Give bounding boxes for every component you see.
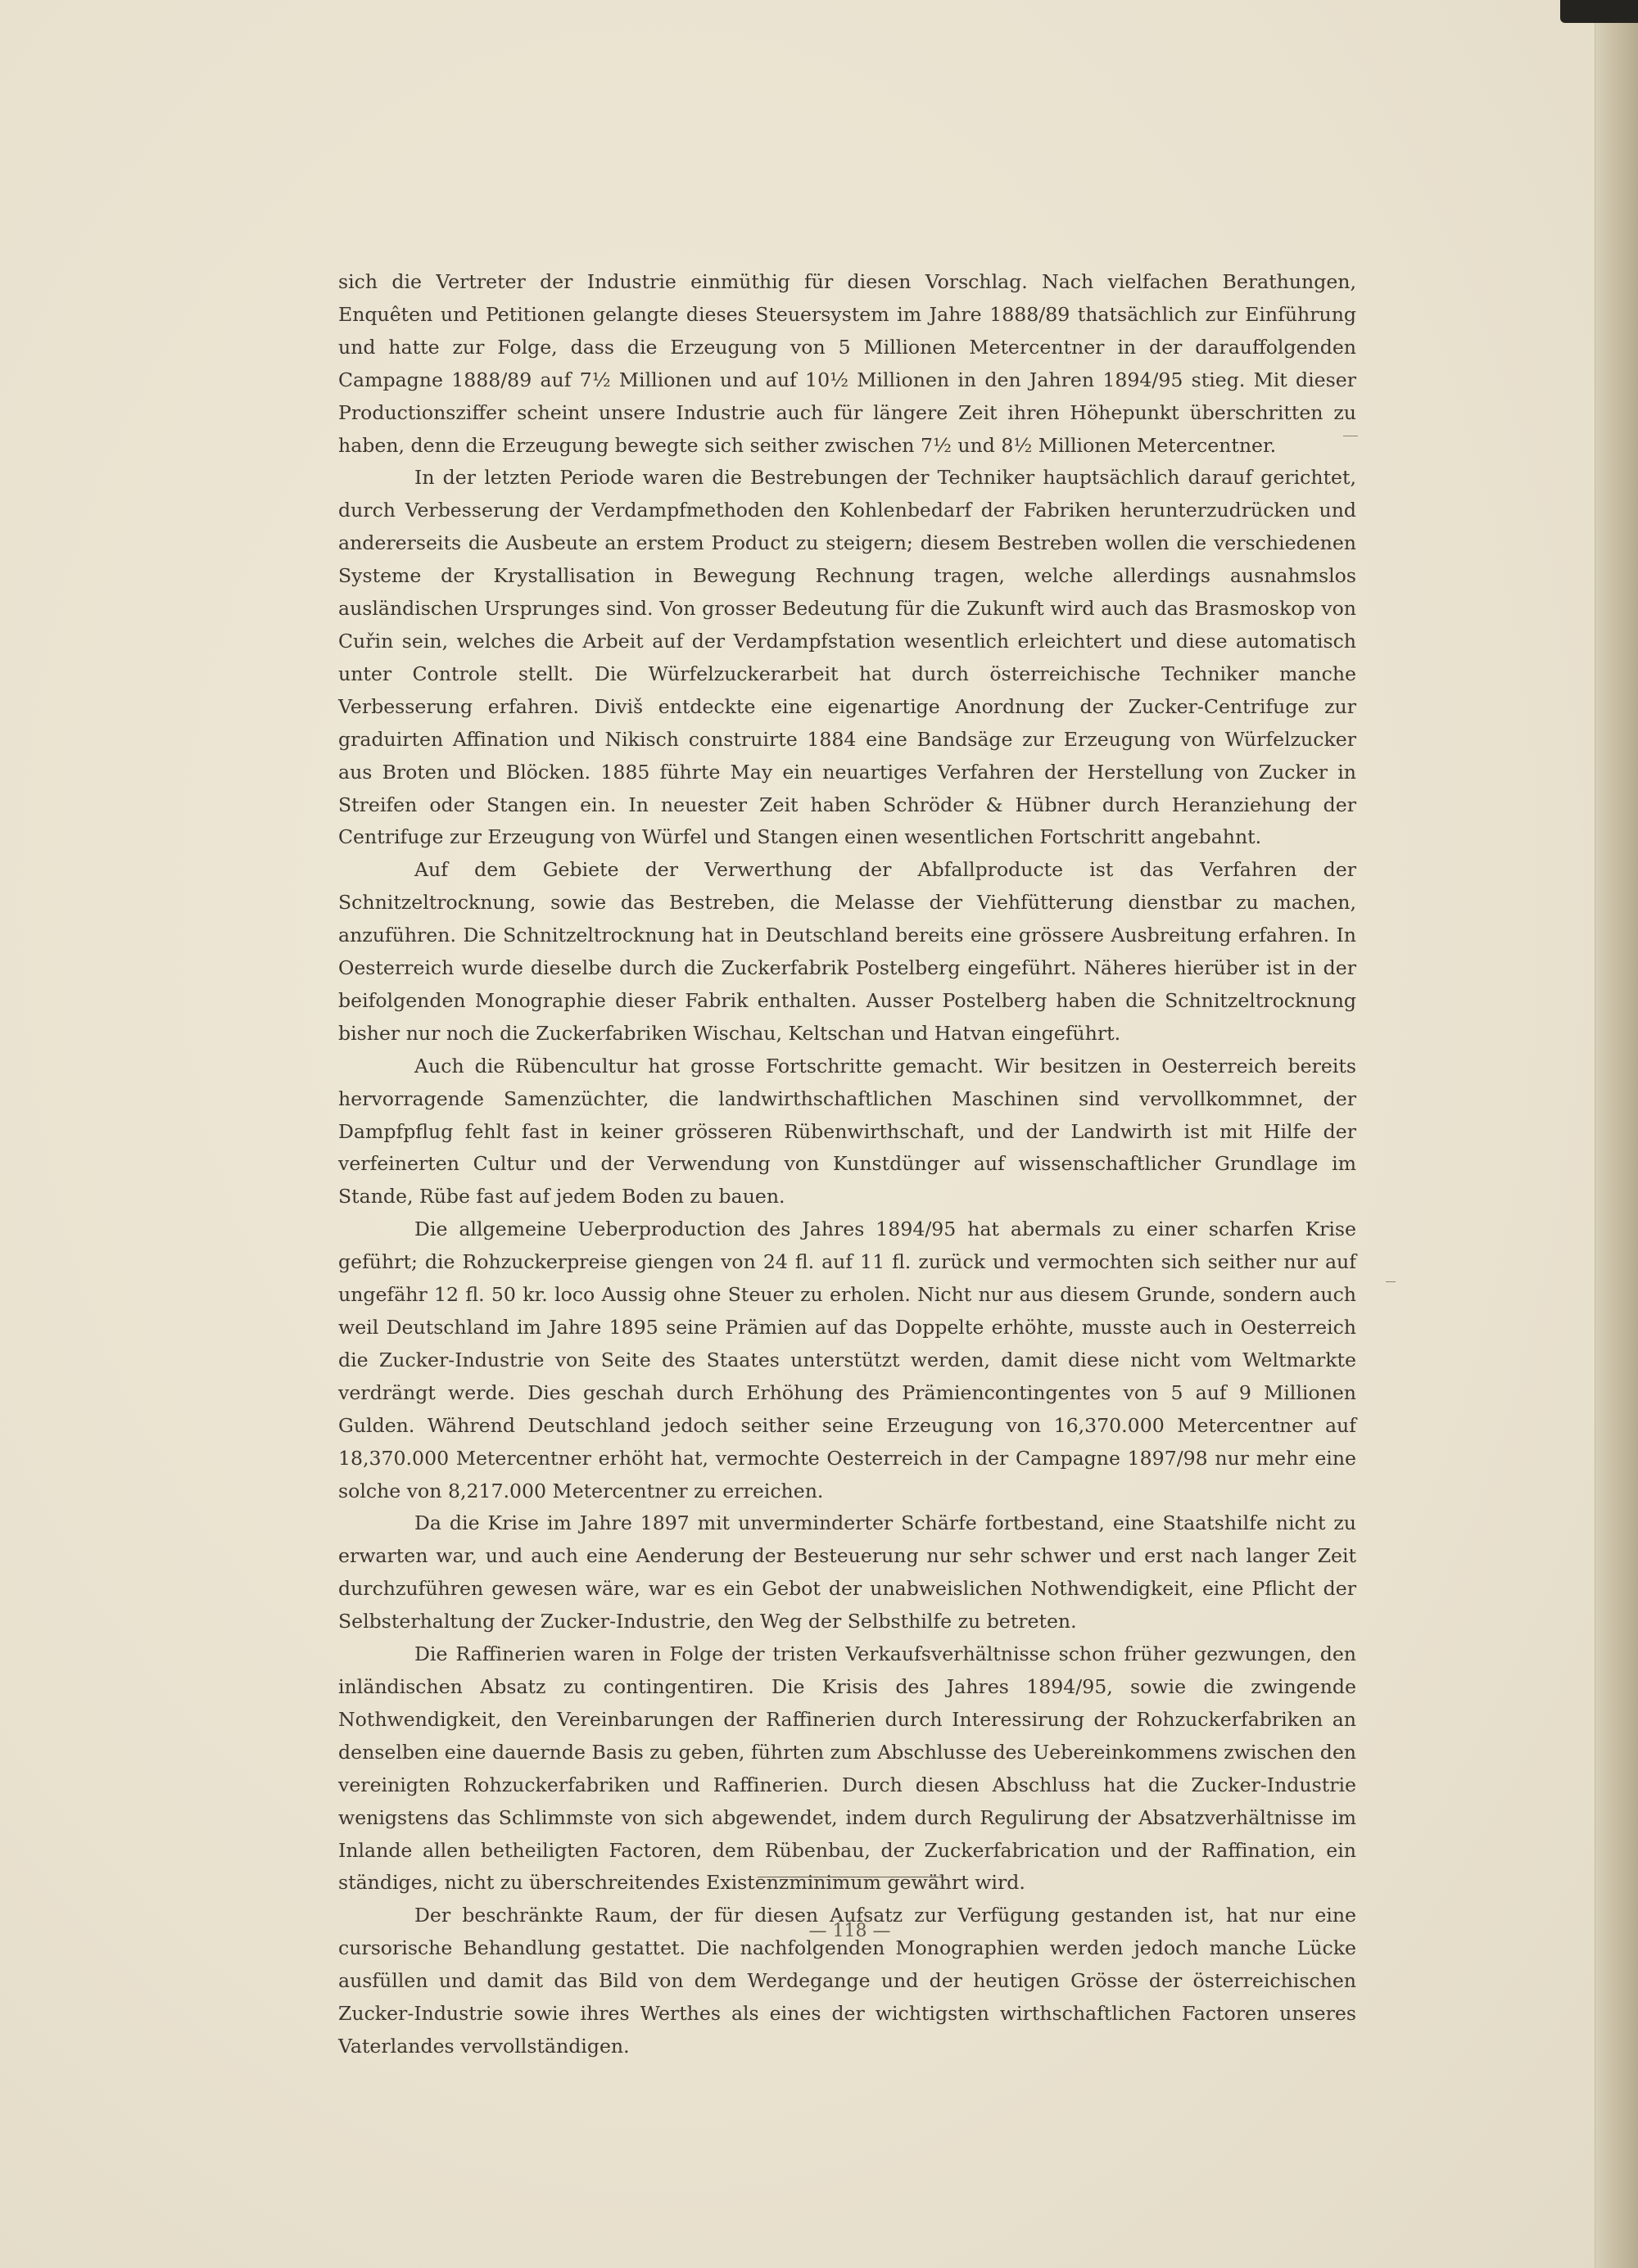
body-text	[338, 266, 1356, 2063]
page-number: — 118 —	[808, 1921, 891, 1941]
paragraph-1: sich die Vertreter der Industrie einmüthig für diesen Vorschlag. Nach vielfachen Berathungen, Enquêten und Petitionen gelangte dieses Steuersystem im Jahre 1888/89 thatsächlich zur Einführung und hatte zur Folge, dass die Erzeugung von 5 Millionen Metercentner in der darauffolgenden Campagne 1888/89 auf 7½ Millionen und auf 10½ Millionen in den Jahren 1894/95 stieg. Mit dieser Productionsziffer scheint unsere Industrie auch für längere Zeit ihren Höhepunkt überschritten zu haben, denn die Erzeugung bewegte sich seither zwischen 7½ und 8½ Millionen Metercentner.	[338, 270, 1356, 457]
margin-mark	[1386, 1281, 1396, 1282]
paragraph-4: Auch die Rübencultur hat grosse Fortschritte gemacht. Wir besitzen in Oesterreich bereits hervorragende Samenzüchter, die landwirthschaftlichen Maschinen sind vervollkommnet, der Dampfpflug fehlt fast in keiner grösseren Rübenwirthschaft, und der Landwirth ist mit Hilfe der verfeinerten Cultur und der Verwendung von Kunstdünger auf wissenschaftlicher Grundlage im Stande, Rübe fast auf jedem Boden zu bauen.	[338, 1054, 1356, 1209]
page-edge-shadow	[1595, 0, 1638, 2268]
paragraph-8: Der beschränkte Raum, der für diesen Aufsatz zur Verfügung gestanden ist, hat nur eine cursorische Behandlung gestattet. Die nachfolgenden Monographien werden jedoch manche Lücke ausfüllen und damit das Bild von dem Werdegange und der heutigen Grösse der österreichischen Zucker-Industrie sowie ihres Werthes als eines der wichtigsten wirthschaftlichen Factoren unseres Vaterlandes vervollständigen.	[338, 1904, 1356, 2058]
paragraph-5: Die allgemeine Ueberproduction des Jahres 1894/95 hat abermals zu einer scharfen Krise geführt; die Rohzuckerpreise giengen von 24 fl. auf 11 fl. zurück und vermochten sich seither nur auf ungefähr 12 fl. 50 kr. loco Aussig ohne Steuer zu erholen. Nicht nur aus diesem Grunde, sondern auch weil Deutschland im Jahre 1895 seine Prämien auf das Doppelte erhöhte, musste auch in Oesterreich die Zucker-Industrie von Seite des Staates unterstützt werden, damit diese nicht vom Weltmarkte verdrängt werde. Dies geschah durch Erhöhung des Prämiencontingentes von 5 auf 9 Millionen Gulden. Während Deutschland jedoch seither seine Erzeugung von 16,370.000 Metercentner auf 18,370.000 Metercentner erhöht hat, vermochte Oesterreich in der Campagne 1897/98 nur mehr eine solche von 8,217.000 Metercentner zu erreichen.	[338, 1218, 1356, 1502]
paragraph-3: Auf dem Gebiete der Verwerthung der Abfallproducte ist das Verfahren der Schnitzeltrocknung, sowie das Bestreben, die Melasse der Viehfütterung dienstbar zu machen, anzuführen. Die Schnitzeltrocknung hat in Deutschland bereits eine grössere Ausbreitung erfahren. In Oesterreich wurde dieselbe durch die Zuckerfabrik Postelberg eingeführt. Näheres hierüber ist in der beifolgenden Monographie dieser Fabrik enthalten. Ausser Postelberg haben die Schnitzeltrocknung bisher nur noch die Zuckerfabriken Wischau, Keltschan und Hatvan eingeführt.	[338, 858, 1356, 1045]
paragraph-2: In der letzten Periode waren die Bestrebungen der Techniker hauptsächlich darauf gerichtet, durch Verbesserung der Verdampfmethoden den Kohlenbedarf der Fabriken herunterzudrücken und andererseits die Ausbeute an erstem Product zu steigern; diesem Bestreben wollen die verschiedenen Systeme der Krystallisation in Bewegung Rechnung tragen, welche allerdings ausnahmslos ausländischen Ursprunges sind. Von grosser Bedeutung für die Zukunft wird auch das Brasmoskop von Cuřin sein, welches die Arbeit auf der Verdampfstation wesentlich erleichtert und diese automatisch unter Controle stellt. Die Würfelzuckerarbeit hat durch österreichische Techniker manche Verbesserung erfahren. Diviš entdeckte eine eigenartige Anordnung der Zucker-Centrifuge zur graduirten Affination und Nikisch construirte 1884 eine Bandsäge zur Erzeugung von Würfelzucker aus Broten und Blöcken. 1885 führte May ein neuartiges Verfahren der Herstellung von Zucker in Streifen oder Stangen ein. In neuester Zeit haben Schröder & Hübner durch Heranziehung der Centrifuge zur Erzeugung von Würfel und Stangen einen wesentlichen Fortschritt angebahnt.	[338, 466, 1356, 849]
book-corner	[1560, 0, 1638, 23]
paragraph-6: Da die Krise im Jahre 1897 mit unverminderter Schärfe fortbestand, eine Staatshilfe nicht zu erwarten war, und auch eine Aenderung der Besteuerung nur sehr schwer und erst nach langer Zeit durchzuführen gewesen wäre, war es ein Gebot der unabweislichen Nothwendigkeit, eine Pflicht der Selbsterhaltung der Zucker-Industrie, den Weg der Selbsthilfe zu betreten.	[338, 1511, 1356, 1633]
paragraph-7: Die Raffinerien waren in Folge der tristen Verkaufsverhältnisse schon früher gezwungen, den inländischen Absatz zu contingentiren. Die Krisis des Jahres 1894/95, sowie die zwingende Nothwendigkeit, den Vereinbarungen der Raffinerien durch Interessirung der Rohzuckerfabriken an denselben eine dauernde Basis zu geben, führten zum Abschlusse des Uebereinkommens zwischen den vereinigten Rohzuckerfabriken und Raffinerien. Durch diesen Abschluss hat die Zucker-Industrie wenigstens das Schlimmste von sich abgewendet, indem durch Regulirung der Absatzverhältnisse im Inlande allen betheiligten Factoren, dem Rübenbau, der Zuckerfabrication und der Raffination, ein ständiges, nicht zu überschreitendes Existenzminimum gewährt wird.	[338, 1642, 1356, 1895]
